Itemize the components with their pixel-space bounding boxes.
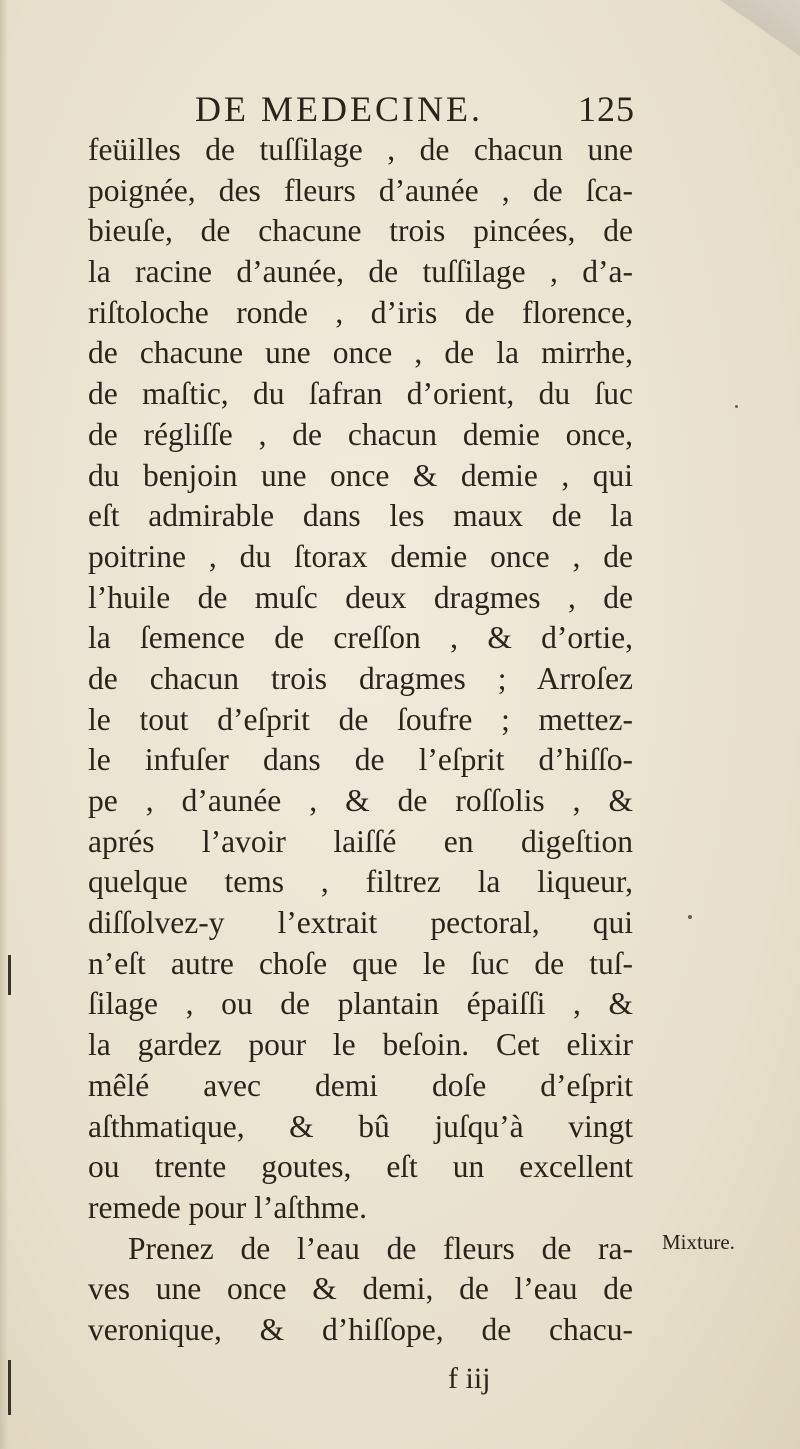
margin-note: Mixture. [662,1230,735,1254]
text-line: pe , d’aunée , & de roſſolis , & [88,783,633,818]
text-line: le infuſer dans de l’eſprit d’hiſſo- [88,742,633,778]
paper-speck [735,405,738,408]
binding-mark [8,1360,11,1415]
text-line: ſilage , ou de plantain épaiſſi , & [88,986,633,1022]
text-line: veronique, & d’hiſſope, de chacu- [88,1311,633,1347]
text-line: de maſtic, du ſafran d’orient, du ſuc [88,376,633,412]
running-header [195,88,635,128]
text-line: aprés l’avoir laiſſé en digeſtion [88,823,633,859]
text-line: feüilles de tuſſilage , de chacun une [88,132,633,167]
text-line: poignée, des fleurs d’aunée , de ſca- [88,172,633,208]
text-line: remede pour l’aſthme. [88,1189,368,1225]
text-line: aſthmatique, & bû juſqu’à vingt [88,1108,633,1144]
paper-speck [688,915,692,919]
text-line: eſt admirable dans les maux de la [88,498,633,534]
body-text [88,130,633,1351]
text-line: diſſolvez-y l’extrait pectoral, qui [88,905,633,941]
text-line: riſtoloche ronde , d’iris de florence, [88,294,633,330]
text-line: ou trente goutes, eſt un excellent [88,1149,633,1185]
text-line: poitrine , du ſtorax demie once , de [88,538,633,574]
text-line: ves une once & demi, de l’eau de [88,1271,633,1307]
text-line: l’huile de muſc deux dragmes , de [88,579,633,615]
text-line: de chacun trois dragmes ; Arroſez [88,660,633,696]
text-line: Prenez de l’eau de fleurs de ra- [128,1230,633,1266]
running-title: DE MEDECINE. [195,89,483,129]
page-number: 125 [578,89,635,129]
text-line: la ſemence de creſſon , & d’ortie, [88,620,633,656]
text-line: la racine d’aunée, de tuſſilage , d’a- [88,254,633,290]
text-line: mêlé avec demi doſe d’eſprit [88,1067,633,1103]
text-line: la gardez pour le beſoin. Cet elixir [88,1027,633,1063]
page-corner-fold [710,0,800,60]
text-line: le tout d’eſprit de ſoufre ; mettez- [88,701,633,737]
text-line: du benjoin une once & demie , qui [88,457,633,493]
text-line: de chacune une once , de la mirrhe, [88,335,633,371]
text-line: quelque tems , filtrez la liqueur, [88,864,633,900]
text-line: de régliſſe , de chacun demie once, [88,416,633,452]
text-line: bieuſe, de chacune trois pincées, de [88,213,633,249]
signature-mark: f iij [448,1362,491,1395]
binding-mark [8,955,11,995]
page-binding-edge [0,0,8,1449]
text-line: n’eſt autre choſe que le ſuc de tuſ- [88,945,633,981]
